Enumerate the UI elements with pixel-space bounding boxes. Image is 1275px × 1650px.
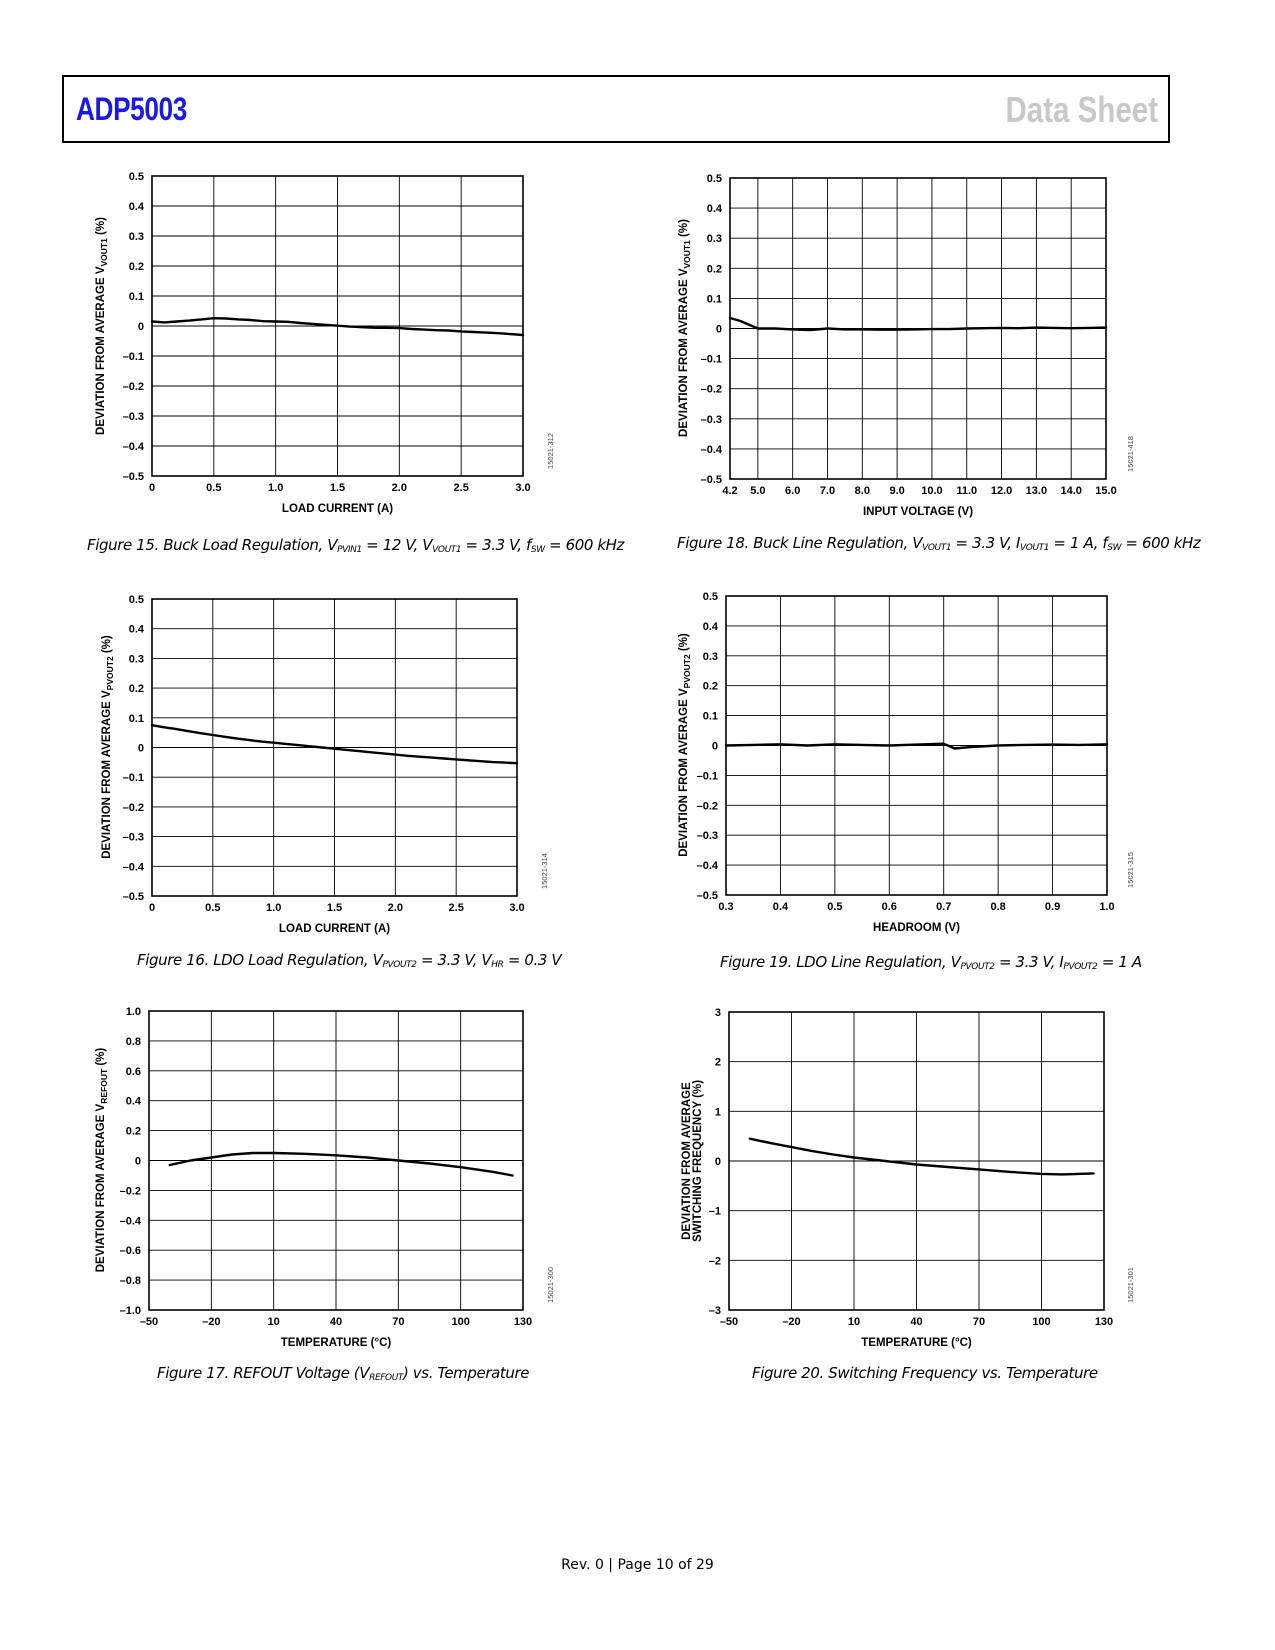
figure-code: 15021-300	[546, 1267, 555, 1303]
x-tick-label: 0.7	[936, 901, 952, 913]
x-tick-label: 10	[847, 1316, 861, 1328]
figure-code: 15021-312	[546, 433, 555, 469]
y-tick-label: –0.1	[700, 353, 722, 366]
x-tick-label: 8.0	[854, 485, 870, 497]
x-tick-label: 1.5	[329, 482, 346, 494]
y-tick-label: 0.8	[125, 1035, 141, 1048]
y-tick-label: –0.3	[696, 830, 718, 843]
document-type: Data Sheet	[1005, 89, 1158, 130]
y-tick-label: –0.4	[696, 860, 718, 873]
x-tick-label: 7.0	[819, 485, 836, 497]
y-tick-label: 0.5	[702, 591, 718, 603]
y-tick-label: 0	[137, 321, 144, 333]
x-tick-label: 0.5	[205, 902, 221, 914]
y-tick-label: –0.4	[122, 861, 144, 874]
x-tick-label: 3.0	[509, 902, 525, 914]
x-tick-label: 40	[329, 1316, 343, 1328]
y-tick-label: 0	[711, 740, 718, 753]
y-tick-label: –0.1	[122, 351, 144, 363]
x-tick-label: 3.0	[515, 482, 531, 494]
y-tick-label: 0.4	[125, 1095, 141, 1108]
x-tick-label: 70	[392, 1316, 405, 1328]
x-tick-label: 130	[513, 1316, 533, 1328]
y-axis-label: DEVIATION FROM AVERAGE $V_{PVOUT2}$ (%)	[101, 635, 115, 859]
y-tick-label: 0.4	[706, 203, 722, 216]
x-tick-label: 4.2	[722, 485, 738, 497]
x-axis-label: HEADROOM (V)	[873, 922, 960, 934]
y-tick-label: –0.2	[696, 800, 718, 813]
y-tick-label: –0.8	[119, 1275, 141, 1288]
y-tick-label: 0.5	[128, 594, 144, 606]
x-tick-label: 1.0	[1099, 901, 1115, 913]
x-tick-label: 1.0	[266, 902, 282, 914]
y-tick-label: –0.6	[119, 1245, 141, 1258]
figure-17-caption: Figure 17. REFOUT Voltage $(V_{REFOUT})$ vs. Temperature	[157, 1364, 530, 1383]
figure-18-caption: Figure 18. Buck Line Regulation, $V_{VOUT1} = 3.3$ V, $I_{VOUT1} = 1$ A, $f_{SW} = 600$ kHz	[677, 534, 1201, 553]
x-tick-label: 100	[1032, 1316, 1051, 1328]
y-tick-label: 1	[714, 1106, 721, 1119]
y-tick-label: 0.2	[128, 683, 144, 696]
y-tick-label: –0.5	[122, 471, 144, 483]
y-tick-label: 0.6	[125, 1065, 141, 1078]
y-tick-label: –0.2	[119, 1185, 141, 1198]
y-tick-label: 0.2	[706, 263, 722, 276]
y-tick-label: –0.4	[700, 443, 722, 456]
page-footer: Rev. 0 | Page 10 of 29	[561, 1557, 714, 1573]
y-tick-label: 0.5	[128, 171, 144, 183]
y-tick-label: 0.1	[128, 291, 144, 303]
x-tick-label: 0.4	[772, 901, 789, 913]
y-tick-label: –0.3	[122, 411, 144, 423]
y-tick-label: 0.5	[706, 173, 722, 185]
y-tick-label: 0.3	[702, 650, 718, 663]
x-axis-label: TEMPERATURE (°C)	[280, 1337, 392, 1349]
x-tick-label: 40	[910, 1316, 923, 1328]
series-line	[750, 1139, 1094, 1175]
x-axis-label: TEMPERATURE (°C)	[861, 1337, 972, 1349]
x-tick-label: 0	[148, 482, 156, 494]
y-tick-label: –0.3	[122, 831, 144, 844]
y-axis-label: DEVIATION FROM AVERAGE $V_{VOUT1}$ (%)	[678, 219, 692, 437]
x-tick-label: 0.5	[827, 901, 843, 913]
y-tick-label: 0	[715, 323, 722, 336]
y-tick-label: 0.3	[128, 653, 144, 666]
y-axis-label: DEVIATION FROM AVERAGE $V_{PVOUT2}$ (%)	[678, 633, 692, 857]
y-tick-label: 0.4	[128, 623, 144, 636]
x-tick-label: 70	[972, 1316, 986, 1328]
x-tick-label: 5.0	[750, 485, 766, 497]
x-tick-label: 2.0	[391, 482, 407, 494]
x-tick-label: 0.6	[881, 901, 897, 913]
y-axis-label: DEVIATION FROM AVERAGE $V_{REFOUT}$ (%)	[95, 1047, 109, 1273]
y-tick-label: –0.4	[122, 441, 144, 453]
x-tick-label: 14.0	[1060, 485, 1082, 497]
x-tick-label: –20	[782, 1316, 801, 1328]
y-tick-label: –0.5	[696, 890, 718, 902]
x-tick-label: 0.5	[206, 482, 222, 494]
x-tick-label: 0.9	[1044, 901, 1061, 913]
y-tick-label: –1	[708, 1205, 721, 1218]
y-tick-label: 0.3	[128, 231, 144, 243]
y-tick-label: 3	[714, 1007, 721, 1019]
y-tick-label: –1.0	[119, 1305, 141, 1317]
figure-19-caption: Figure 19. LDO Line Regulation, $V_{PVOUT2} = 3.3$ V, $I_{PVOUT2} = 1$ A	[720, 953, 1142, 972]
x-tick-label: –20	[202, 1316, 221, 1328]
x-axis-label: LOAD CURRENT (A)	[281, 503, 394, 515]
y-tick-label: 0.2	[125, 1125, 141, 1138]
figure-code: 15021-301	[1126, 1267, 1135, 1303]
y-tick-label: 1.0	[125, 1006, 141, 1018]
y-tick-label: 0.2	[128, 261, 144, 273]
x-tick-label: 0.8	[990, 901, 1006, 913]
y-tick-label: 2	[714, 1056, 721, 1069]
y-tick-label: –0.2	[700, 383, 722, 396]
x-tick-label: 2.5	[448, 902, 464, 914]
x-tick-label: 10	[267, 1316, 280, 1328]
y-tick-label: 0.1	[128, 712, 144, 725]
figure-15-caption: Figure 15. Buck Load Regulation, $V_{PVIN1} = 12$ V, $V_{VOUT1} = 3.3$ V, $f_{SW} = 600$ kHz	[87, 536, 625, 555]
y-tick-label: 0	[137, 742, 144, 755]
x-tick-label: 0.3	[718, 901, 734, 913]
y-tick-label: 0.2	[702, 680, 718, 693]
y-tick-label: 0.3	[706, 233, 722, 246]
x-tick-label: 13.0	[1025, 485, 1048, 497]
y-tick-label: –0.1	[122, 772, 144, 785]
x-tick-label: 6.0	[785, 485, 801, 497]
figure-16-caption: Figure 16. LDO Load Regulation, $V_{PVOUT2} = 3.3$ V, $V_{HR} = 0.3$ V	[137, 951, 562, 970]
y-axis-label-line-1: DEVIATION FROM AVERAGE	[681, 1082, 693, 1240]
x-tick-label: 2.5	[453, 482, 469, 494]
y-tick-label: –2	[708, 1255, 721, 1268]
y-tick-label: –0.5	[700, 474, 722, 486]
figure-code: 15021-314	[540, 853, 549, 889]
y-tick-label: –0.5	[122, 891, 144, 903]
x-tick-label: 1.0	[268, 482, 284, 494]
x-axis-label: INPUT VOLTAGE (V)	[862, 506, 974, 518]
x-axis-label: LOAD CURRENT (A)	[278, 923, 391, 935]
x-tick-label: 100	[451, 1316, 470, 1328]
y-tick-label: –0.2	[122, 381, 144, 393]
product-name: ADP5003	[76, 91, 187, 127]
figure-code: 15021-315	[1126, 852, 1135, 888]
y-axis-label: DEVIATION FROM AVERAGE $V_{VOUT1}$ (%)	[95, 217, 109, 435]
y-tick-label: 0.4	[702, 620, 718, 633]
y-tick-label: –0.4	[119, 1215, 141, 1228]
x-tick-label: –50	[719, 1316, 739, 1328]
y-tick-label: 0	[134, 1155, 141, 1168]
y-tick-label: 0.1	[706, 293, 722, 306]
x-tick-label: 0	[148, 902, 156, 914]
y-tick-label: –3	[708, 1305, 721, 1317]
y-tick-label: 0.4	[128, 201, 144, 213]
figure-20-caption: Figure 20. Switching Frequency vs. Temperature	[752, 1364, 1098, 1382]
x-tick-label: 11.0	[956, 485, 978, 497]
x-tick-label: 1.5	[326, 902, 343, 914]
x-tick-label: 2.0	[387, 902, 403, 914]
y-tick-label: –0.3	[700, 413, 722, 426]
y-tick-label: 0	[714, 1156, 721, 1168]
x-tick-label: 9.0	[889, 485, 905, 497]
x-tick-label: 12.0	[990, 485, 1013, 497]
x-tick-label: 130	[1094, 1316, 1114, 1328]
y-tick-label: –0.2	[122, 801, 144, 814]
x-tick-label: –50	[139, 1316, 159, 1328]
y-axis-label-line-2: SWITCHING FREQUENCY (%)	[692, 1079, 704, 1243]
y-tick-label: –0.1	[696, 770, 718, 783]
x-tick-label: 10.0	[921, 485, 943, 497]
x-tick-label: 15.0	[1095, 485, 1117, 497]
figure-code: 15021-418	[1126, 436, 1135, 472]
y-tick-label: 0.1	[702, 710, 718, 723]
